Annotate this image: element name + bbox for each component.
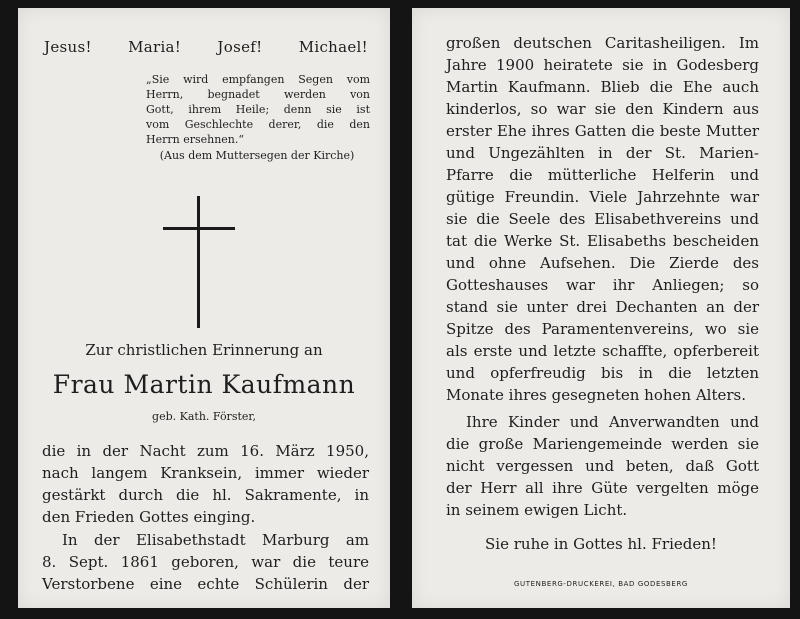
text-line: In der Elisabethstadt Marburg am xyxy=(62,531,369,549)
text-line: nach langem Kranksein, immer wieder xyxy=(42,464,369,482)
text-line: gestärkt durch die hl. Sakramente, in xyxy=(42,486,369,504)
quote-line: Gott, ihrem Heile; denn sie ist xyxy=(146,103,370,116)
text-line: Martin Kaufmann. Blieb die Ehe auch xyxy=(446,78,759,96)
closing-paragraph xyxy=(446,411,759,521)
remembrance-heading: Zur christlichen Erinnerung an xyxy=(85,341,323,359)
invocation-word: Josef! xyxy=(217,38,263,56)
text-line: die in der Nacht zum 16. März 1950, xyxy=(42,442,369,460)
text-line: Verstorbene eine echte Schülerin der xyxy=(42,575,369,593)
invocation-word: Jesus! xyxy=(44,38,92,56)
text-line: Pfarre die mütterliche Helferin und xyxy=(446,166,759,184)
quote-line: Herrn, begnadet werden von xyxy=(146,88,370,101)
text-line: und opferfreudig bis in die letzten xyxy=(446,364,759,382)
memorial-card-left-page xyxy=(18,8,390,608)
text-line: tat die Werke St. Elisabeths bescheiden xyxy=(446,232,759,250)
birth-paragraph xyxy=(42,529,369,595)
text-line: Spitze des Paramentenvereins, wo sie xyxy=(446,320,759,338)
text-line: großen deutschen Caritasheiligen. Im xyxy=(446,34,759,52)
text-line: als erste und letzte schaffte, opferbereit xyxy=(446,342,759,360)
text-line: gütige Freundin. Viele Jahrzehnte war xyxy=(446,188,759,206)
quote-line: vom Geschlechte derer, die den xyxy=(146,118,370,131)
text-line: Jahre 1900 heiratete sie in Godesberg xyxy=(446,56,759,74)
quote-line: Herrn ersehnen.“ xyxy=(146,133,245,146)
death-paragraph xyxy=(42,440,369,528)
deceased-name: Frau Martin Kaufmann xyxy=(52,370,356,399)
text-line: stand sie unter drei Dechanten an der xyxy=(446,298,759,316)
biography-paragraph xyxy=(446,32,759,406)
text-line: Ihre Kinder und Anverwandten und xyxy=(466,413,759,431)
text-line: und ohne Aufsehen. Die Zierde des xyxy=(446,254,759,272)
text-line: und Ungezählten in der St. Marien- xyxy=(446,144,759,162)
invocation-line xyxy=(44,38,368,56)
text-line: kinderlos, so war sie den Kindern aus xyxy=(446,100,759,118)
invocation-word: Maria! xyxy=(128,38,182,56)
invocation-word: Michael! xyxy=(298,38,368,56)
printer-imprint: GUTENBERG-DRUCKEREI, BAD GODESBERG xyxy=(514,580,688,588)
text-line: sie die Seele des Elisabethvereins und xyxy=(446,210,759,228)
text-line: erster Ehe ihres Gatten die beste Mutter xyxy=(446,122,759,140)
closing-blessing: Sie ruhe in Gottes hl. Frieden! xyxy=(485,535,717,553)
scripture-quote xyxy=(146,72,370,147)
text-line: der Herr all ihre Güte vergelten möge xyxy=(446,479,759,497)
text-line: 8. Sept. 1861 geboren, war die teure xyxy=(42,553,369,571)
memorial-card-right-page xyxy=(412,8,790,608)
text-line: Gotteshauses war ihr Anliegen; so xyxy=(446,276,759,294)
text-line: Monate ihres gesegneten hohen Alters. xyxy=(446,386,746,404)
cross-icon xyxy=(163,196,235,328)
quote-line: „Sie wird empfangen Segen vom xyxy=(146,73,370,86)
text-line: in seinem ewigen Licht. xyxy=(446,501,628,519)
text-line: nicht vergessen und beten, daß Gott xyxy=(446,457,759,475)
text-line: den Frieden Gottes einging. xyxy=(42,508,256,526)
birth-name: geb. Kath. Förster, xyxy=(152,410,256,423)
quote-source: (Aus dem Muttersegen der Kirche) xyxy=(159,149,355,162)
text-line: die große Mariengemeinde werden sie xyxy=(446,435,759,453)
